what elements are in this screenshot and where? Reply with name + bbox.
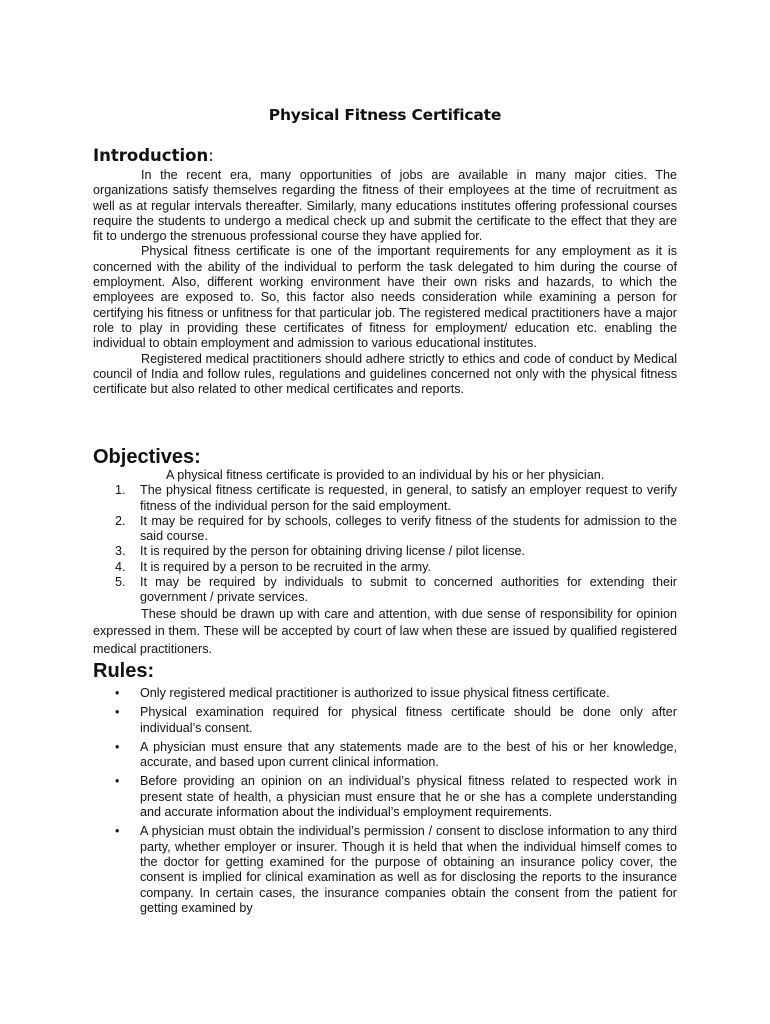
bullet-icon: • xyxy=(115,824,120,839)
objective-text: It may be required for by schools, colleges to verify fitness of the students for admission to the said course. xyxy=(140,513,677,544)
introduction-heading-colon: : xyxy=(208,146,214,165)
introduction-paragraph: Registered medical practitioners should adhere strictly to ethics and code of conduct by Medical council of India and follow rules, regulations and guidelines concerned not only with the physical fitness certificate but also related to other medical certificates and reports. xyxy=(93,351,677,397)
objective-item xyxy=(93,483,677,514)
objective-item xyxy=(93,544,677,559)
objective-text: It may be required by individuals to submit to concerned authorities for extending their government / private services. xyxy=(140,575,677,605)
rules-list xyxy=(93,686,677,916)
rule-text: A physician must ensure that any statements made are to the best of his or her knowledge, accurate, and based upon current clinical information. xyxy=(140,739,677,770)
rule-text: Before providing an opinion on an individual’s physical fitness related to respected work in present state of health, a physician must ensure that he or she has a complete understanding and accurate information about the individual’s employment requirements. xyxy=(140,774,677,820)
objectives-body xyxy=(93,468,677,659)
objective-text: It is required by a person to be recruited in the army. xyxy=(140,559,431,574)
rule-item xyxy=(93,774,677,820)
objective-text: It is required by the person for obtaining driving license / pilot license. xyxy=(140,544,526,559)
rule-item xyxy=(93,705,677,736)
rule-item xyxy=(93,824,677,916)
objective-number: 4. xyxy=(115,559,126,574)
rule-text: A physician must obtain the individual’s permission / consent to disclose information to any third party, whether employer or insurer. Though it is held that when the individual himself comes to the doctor for getting examined for the purpose of obtaining an insurance policy cover, the consent is implied for clinical examination as well as for disclosing the reports to the insurance company. In certain cases, the insurance companies obtain the consent from the patient for getting examined by xyxy=(140,824,677,915)
introduction-paragraph: Physical fitness certificate is one of the important requirements for any employment as it is concerned with the ability of the individual to perform the task delegated to him during the course of employment. Also, different working environment have their own risks and hazards, to which the employees are exposed to. So, this factor also needs consideration while examining a person for certifying his fitness or unfitness for that particular job. The registered medical practitioners have a major role to play in providing these certificates of fitness for employment/ education etc. enabling the individual to obtain employment and admission to various educational institutes. xyxy=(93,244,677,351)
introduction-body xyxy=(93,168,677,397)
objective-number: 5. xyxy=(115,575,126,590)
bullet-icon: • xyxy=(115,705,120,720)
bullet-icon: • xyxy=(115,686,120,700)
objective-number: 1. xyxy=(115,483,126,498)
objective-item xyxy=(93,514,677,545)
objectives-heading: Objectives: xyxy=(93,446,201,468)
introduction-heading xyxy=(93,146,214,165)
objective-number: 3. xyxy=(115,544,126,559)
rule-item xyxy=(93,740,677,771)
objective-number: 2. xyxy=(115,513,126,528)
objective-item xyxy=(93,560,677,575)
document-title: Physical Fitness Certificate xyxy=(268,106,502,124)
introduction-paragraph: In the recent era, many opportunities of jobs are available in many major cities. The organizations satisfy themselves regarding the fitness of their employees at the time of recruitment as well as at regular intervals thereafter. Similarly, many educations institutes offering professional courses require the students to undergo a medical check up and submit the certificate to the effect that they are fit to undergo the strenuous professional course they have applied for. xyxy=(93,168,677,244)
rules-body xyxy=(93,686,677,920)
rule-text: Only registered medical practitioner is authorized to issue physical fitness certificate. xyxy=(140,686,610,700)
objective-text: The physical fitness certificate is requested, in general, to satisfy an employer request to verify fitness of the individual person for the said employment. xyxy=(140,483,677,513)
objectives-closing: These should be drawn up with care and attention, with due sense of responsibility for opinion expressed in them. These will be accepted by court of law when these are issued by qualified registered medical practitioners. xyxy=(93,606,677,657)
objectives-list xyxy=(93,483,677,605)
rule-text: Physical examination required for physical fitness certificate should be done only after individual’s consent. xyxy=(140,705,677,735)
rule-item xyxy=(93,686,677,701)
bullet-icon: • xyxy=(115,774,120,789)
introduction-heading-text: Introduction xyxy=(93,146,209,165)
bullet-icon: • xyxy=(115,739,120,754)
objectives-lead: A physical fitness certificate is provided to an individual by his or her physician. xyxy=(166,468,605,482)
objective-item xyxy=(93,575,677,606)
rules-heading: Rules: xyxy=(93,660,155,682)
